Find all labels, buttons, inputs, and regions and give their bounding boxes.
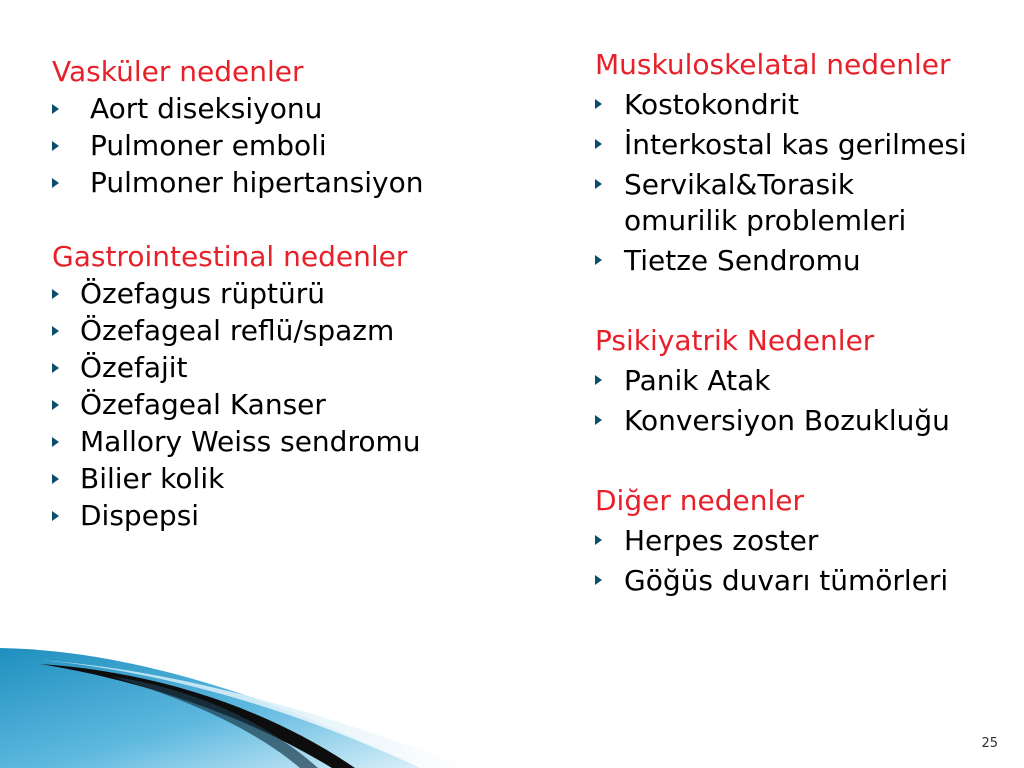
bullet-arrow-icon bbox=[52, 474, 59, 484]
list-item: Göğüs duvarı tümörleri bbox=[595, 561, 1020, 601]
bullet-arrow-icon bbox=[595, 139, 602, 149]
bullet-arrow-icon bbox=[595, 179, 602, 189]
list-item: İnterkostal kas gerilmesi bbox=[595, 125, 1020, 165]
musculo-heading: Muskuloskelatal nedenler bbox=[595, 48, 951, 81]
bullet-arrow-icon bbox=[52, 326, 59, 336]
other-list bbox=[595, 521, 1020, 601]
bullet-arrow-icon bbox=[595, 415, 602, 425]
bullet-arrow-icon bbox=[595, 535, 602, 545]
bullet-arrow-icon bbox=[595, 375, 602, 385]
vascular-section bbox=[52, 53, 492, 201]
bullet-arrow-icon bbox=[52, 437, 59, 447]
vascular-heading: Vasküler nedenler bbox=[52, 55, 304, 88]
psych-heading: Psikiyatrik Nedenler bbox=[595, 324, 875, 357]
musculo-list bbox=[595, 85, 1020, 281]
spacer bbox=[595, 441, 1020, 481]
list-item: Mallory Weiss sendromu bbox=[52, 423, 492, 460]
gastro-section bbox=[52, 238, 492, 534]
left-column bbox=[52, 53, 492, 534]
bullet-arrow-icon bbox=[595, 575, 602, 585]
musculo-section bbox=[595, 45, 1020, 281]
bullet-arrow-icon bbox=[595, 255, 602, 265]
list-item: Bilier kolik bbox=[52, 460, 492, 497]
list-item: Özefajit bbox=[52, 349, 492, 386]
other-heading: Diğer nedenler bbox=[595, 484, 804, 517]
list-item: Özefageal Kanser bbox=[52, 386, 492, 423]
bullet-arrow-icon bbox=[52, 511, 59, 521]
spacer bbox=[52, 201, 492, 238]
list-item: Pulmoner hipertansiyon bbox=[52, 164, 492, 201]
psych-section bbox=[595, 321, 1020, 441]
list-item: Özefagus rüptürü bbox=[52, 275, 492, 312]
list-item: Konversiyon Bozukluğu bbox=[595, 401, 1020, 441]
list-item: Dispepsi bbox=[52, 497, 492, 534]
list-item: Pulmoner emboli bbox=[52, 127, 492, 164]
gastro-list bbox=[52, 275, 492, 534]
bullet-arrow-icon bbox=[52, 141, 59, 151]
list-item: Aort diseksiyonu bbox=[52, 90, 492, 127]
other-section bbox=[595, 481, 1020, 601]
page-number: 25 bbox=[981, 736, 998, 751]
bullet-arrow-icon bbox=[52, 104, 59, 114]
list-item: Tietze Sendromu bbox=[595, 241, 1020, 281]
list-item: Servikal&Torasik omurilik problemleri bbox=[595, 165, 1020, 241]
vascular-list bbox=[52, 90, 492, 201]
list-item: Herpes zoster bbox=[595, 521, 1020, 561]
bullet-arrow-icon bbox=[52, 289, 59, 299]
psych-list bbox=[595, 361, 1020, 441]
bullet-arrow-icon bbox=[595, 99, 602, 109]
bullet-arrow-icon bbox=[52, 400, 59, 410]
right-column bbox=[595, 45, 1020, 601]
bullet-arrow-icon bbox=[52, 363, 59, 373]
gastro-heading: Gastrointestinal nedenler bbox=[52, 240, 408, 273]
list-item: Kostokondrit bbox=[595, 85, 1020, 125]
bullet-arrow-icon bbox=[52, 178, 59, 188]
list-item: Özefageal reflü/spazm bbox=[52, 312, 492, 349]
spacer bbox=[595, 281, 1020, 321]
list-item: Panik Atak bbox=[595, 361, 1020, 401]
